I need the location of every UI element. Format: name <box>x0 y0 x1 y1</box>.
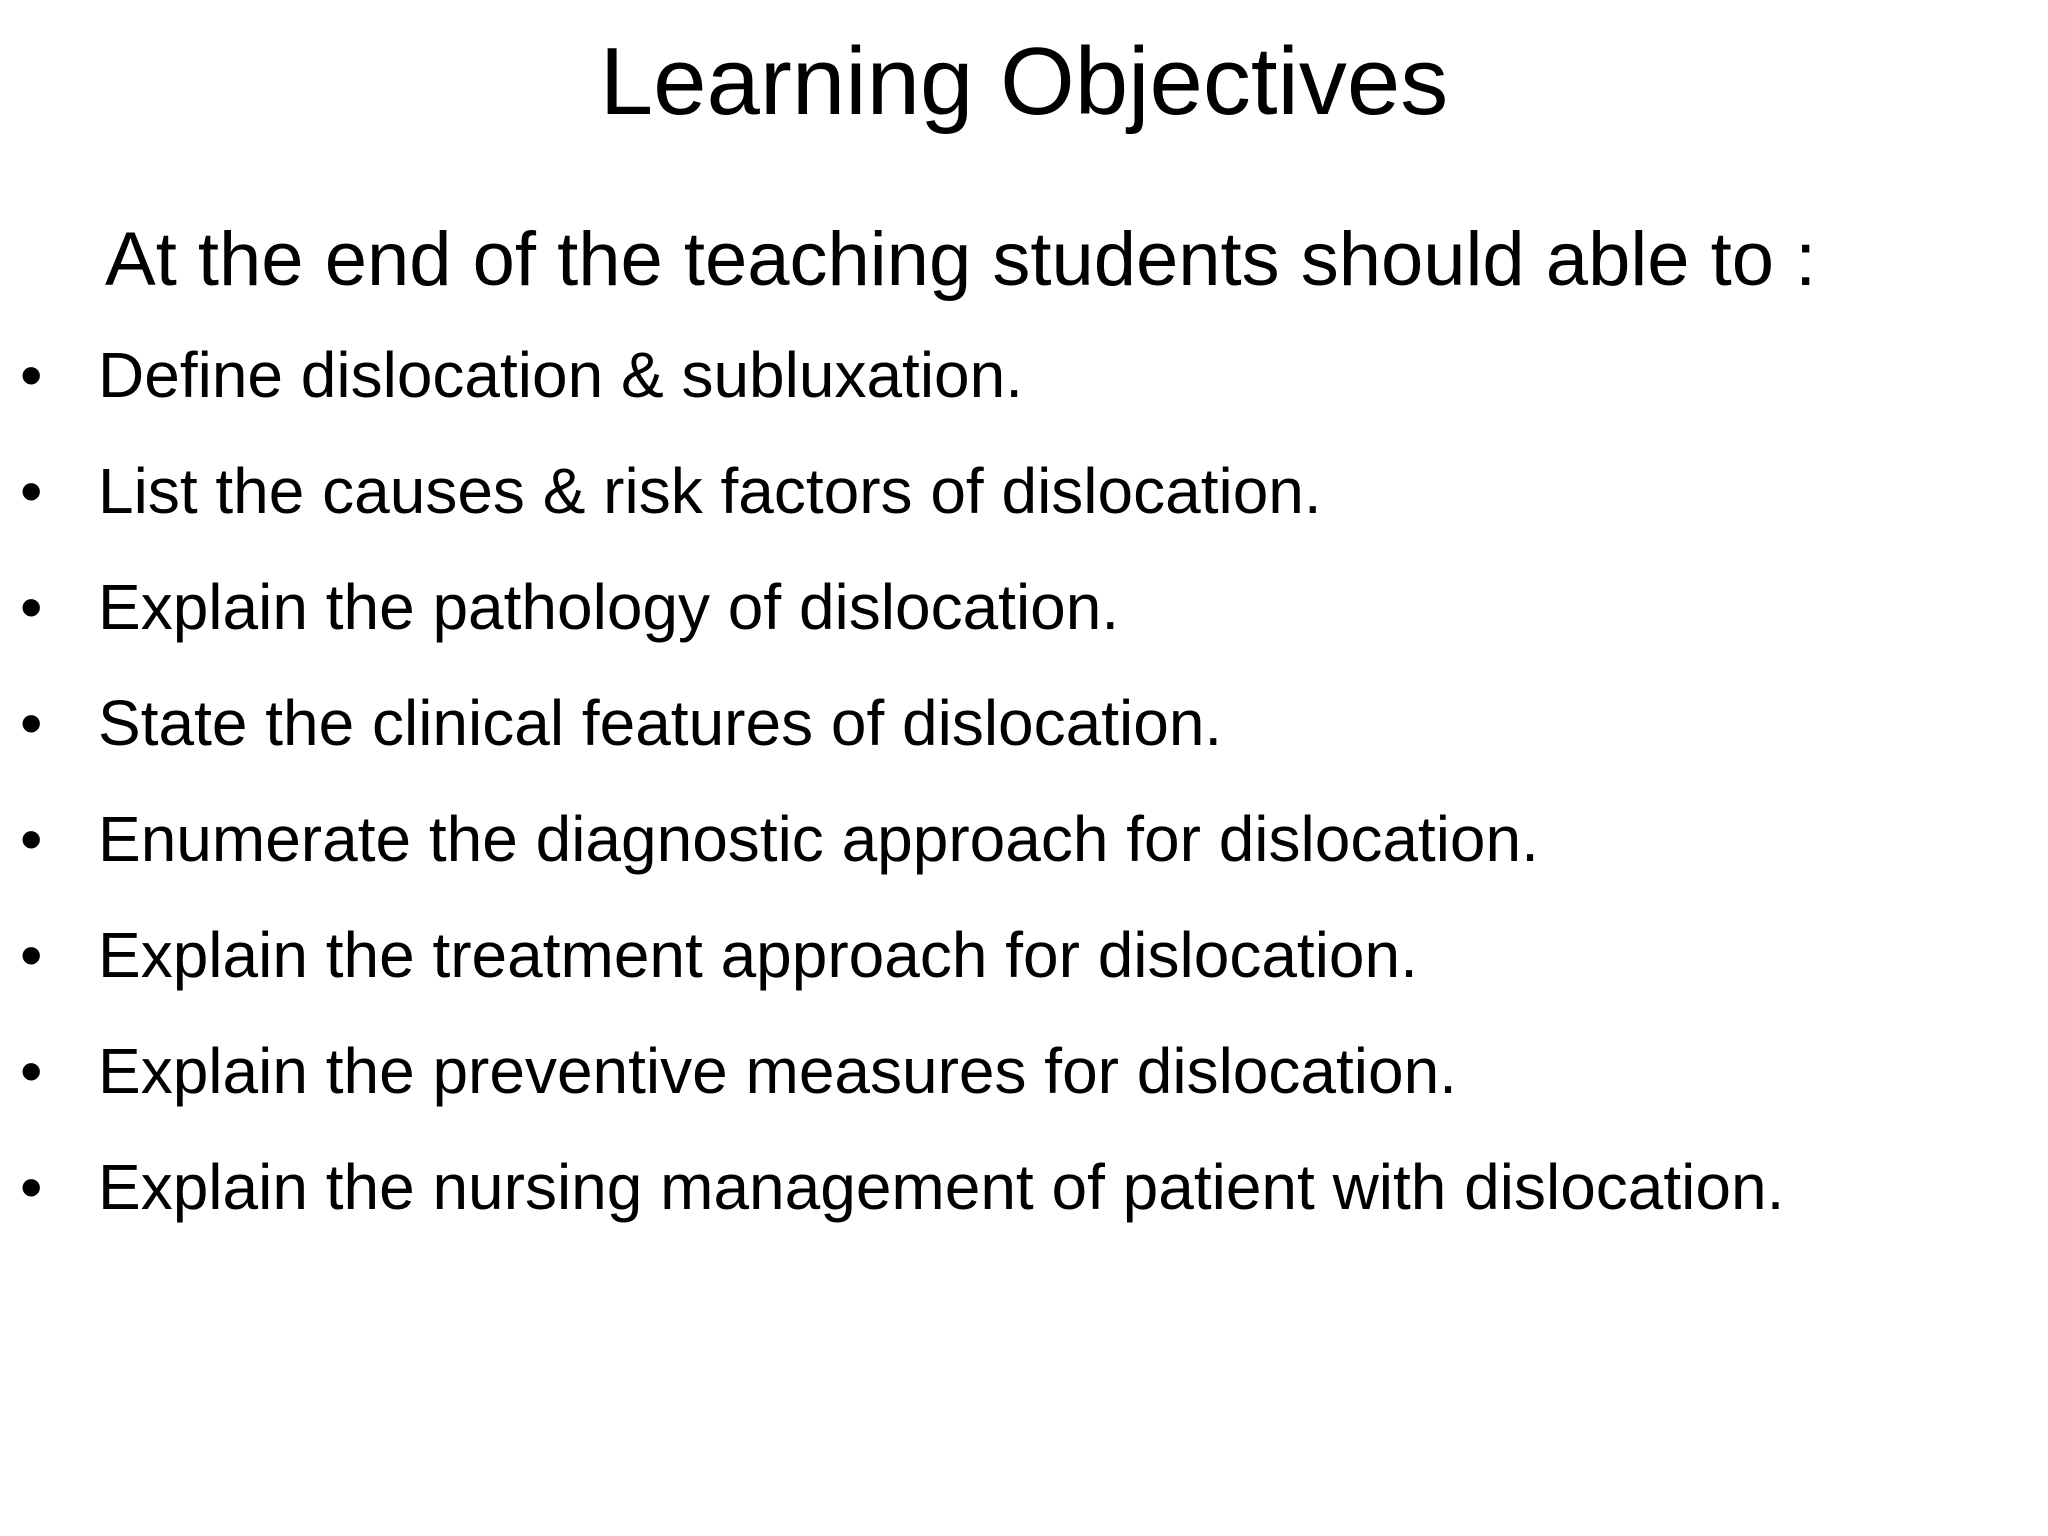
objective-text: Explain the preventive measures for dislocation. <box>98 1035 1457 1107</box>
bullet-icon: • <box>20 919 43 991</box>
objective-text: List the causes & risk factors of dislocation. <box>98 455 1322 527</box>
objective-text: Explain the nursing management of patient with dislocation. <box>98 1151 1785 1223</box>
objective-item <box>0 678 1798 768</box>
objectives-list <box>0 330 2048 1258</box>
bullet-icon: • <box>20 1035 43 1107</box>
objective-text: Enumerate the diagnostic approach for dislocation. <box>98 803 1539 875</box>
objective-item <box>0 794 1798 884</box>
objective-item <box>0 562 1798 652</box>
objective-item <box>0 1026 1798 1116</box>
objective-text: Define dislocation & subluxation. <box>98 339 1023 411</box>
slide-title: Learning Objectives <box>599 28 1449 135</box>
bullet-icon: • <box>20 687 43 759</box>
bullet-icon: • <box>20 339 43 411</box>
bullet-icon: • <box>20 571 43 643</box>
bullet-icon: • <box>20 1151 43 1223</box>
slide-subtitle: At the end of the teaching students should able to : <box>105 217 1817 302</box>
objective-item <box>0 910 1798 1000</box>
objective-item <box>0 446 1798 536</box>
objective-text: Explain the treatment approach for dislocation. <box>98 919 1418 991</box>
objective-item <box>0 1142 1798 1232</box>
objective-text: Explain the pathology of dislocation. <box>98 571 1120 643</box>
bullet-icon: • <box>20 455 43 527</box>
objective-item <box>0 330 1798 420</box>
bullet-icon: • <box>20 803 43 875</box>
objective-text: State the clinical features of dislocation. <box>98 687 1223 759</box>
